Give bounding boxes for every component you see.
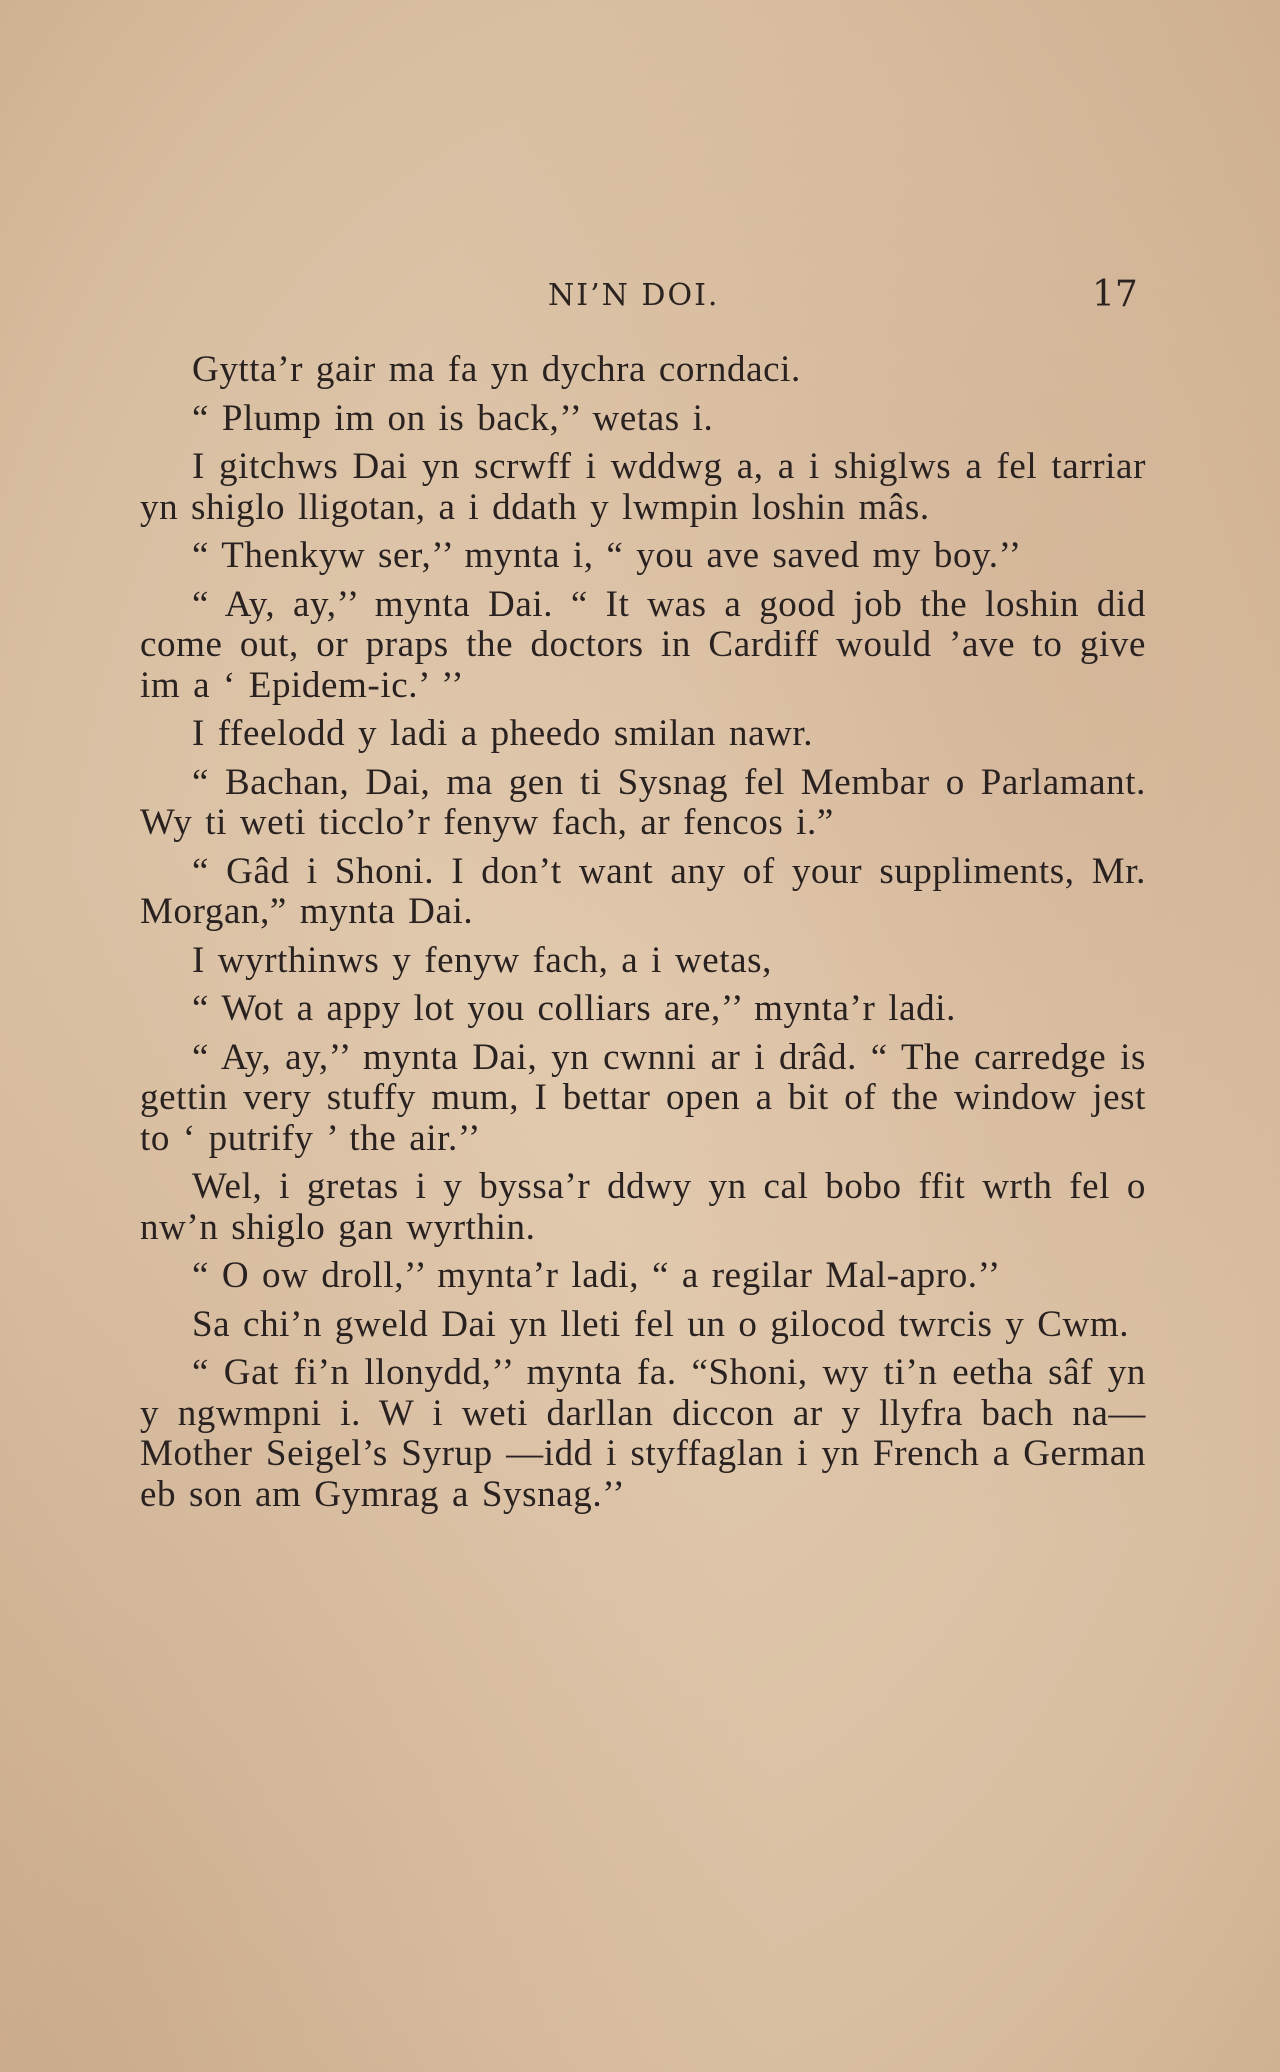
paragraph: I gitchws Dai yn scrwff i wddwg a, a i shiglws a fel tarriar yn shiglo lligotan, a i ddath y lwmpin loshin mâs.: [140, 446, 1146, 528]
paragraph: Sa chi’n gweld Dai yn lleti fel un o gilocod twrcis y Cwm.: [192, 1303, 1130, 1345]
paragraph: “ Wot a appy lot you colliars are,’’ mynta’r ladi.: [192, 988, 956, 1029]
paragraph: “ Ay, ay,’’ mynta Dai, yn cwnni ar i drâd. “ The carredge is gettin very stuffy mum, I bettar open a bit of the window jest to ‘ putrify ’ the air.’’: [140, 1036, 1146, 1159]
page-header: [0, 274, 1280, 328]
paragraph: I ffeelodd y ladi a pheedo smilan nawr.: [192, 713, 814, 754]
page-number: 17: [1092, 274, 1138, 315]
paragraph: “ Plump im on is back,’’ wetas i.: [192, 397, 714, 439]
paragraph: Gytta’r gair ma fa yn dychra corndaci.: [192, 349, 801, 390]
paragraph: “ Bachan, Dai, ma gen ti Sysnag fel Membar o Parlamant. Wy ti weti ticclo’r fenyw fach, ar fencos i.”: [140, 761, 1146, 843]
paragraph: “ Gâd i Shoni. I don’t want any of your suppliments, Mr. Morgan,” mynta Dai.: [140, 850, 1146, 932]
paragraph: “ Ay, ay,’’ mynta Dai. “ It was a good job the loshin did come out, or praps the doctors in Cardiff would ’ave to give im a ‘ Epidem-ic.’ ’’: [140, 583, 1146, 706]
running-head: NI’N DOI.: [548, 278, 720, 313]
body-text: [140, 350, 1146, 1523]
paragraph: I wyrthinws y fenyw fach, a i wetas,: [192, 939, 772, 981]
paragraph: “ Gat fi’n llonydd,’’ mynta fa. “Shoni, wy ti’n eetha sâf yn y ngwmpni i. W i weti darllan diccon ar y llyfra bach na—Mother Seigel’s Syrup —idd i styffaglan i yn French a German eb son am Gymrag a Sysnag.’’: [140, 1352, 1146, 1515]
paragraph: Wel, i gretas i y byssa’r ddwy yn cal bobo ffit wrth fel o nw’n shiglo gan wyrthin.: [140, 1166, 1146, 1248]
paragraph: “ O ow droll,’’ mynta’r ladi, “ a regilar Mal-apro.’’: [192, 1255, 1001, 1296]
paragraph: “ Thenkyw ser,’’ mynta i, “ you ave saved my boy.’’: [192, 535, 1022, 576]
